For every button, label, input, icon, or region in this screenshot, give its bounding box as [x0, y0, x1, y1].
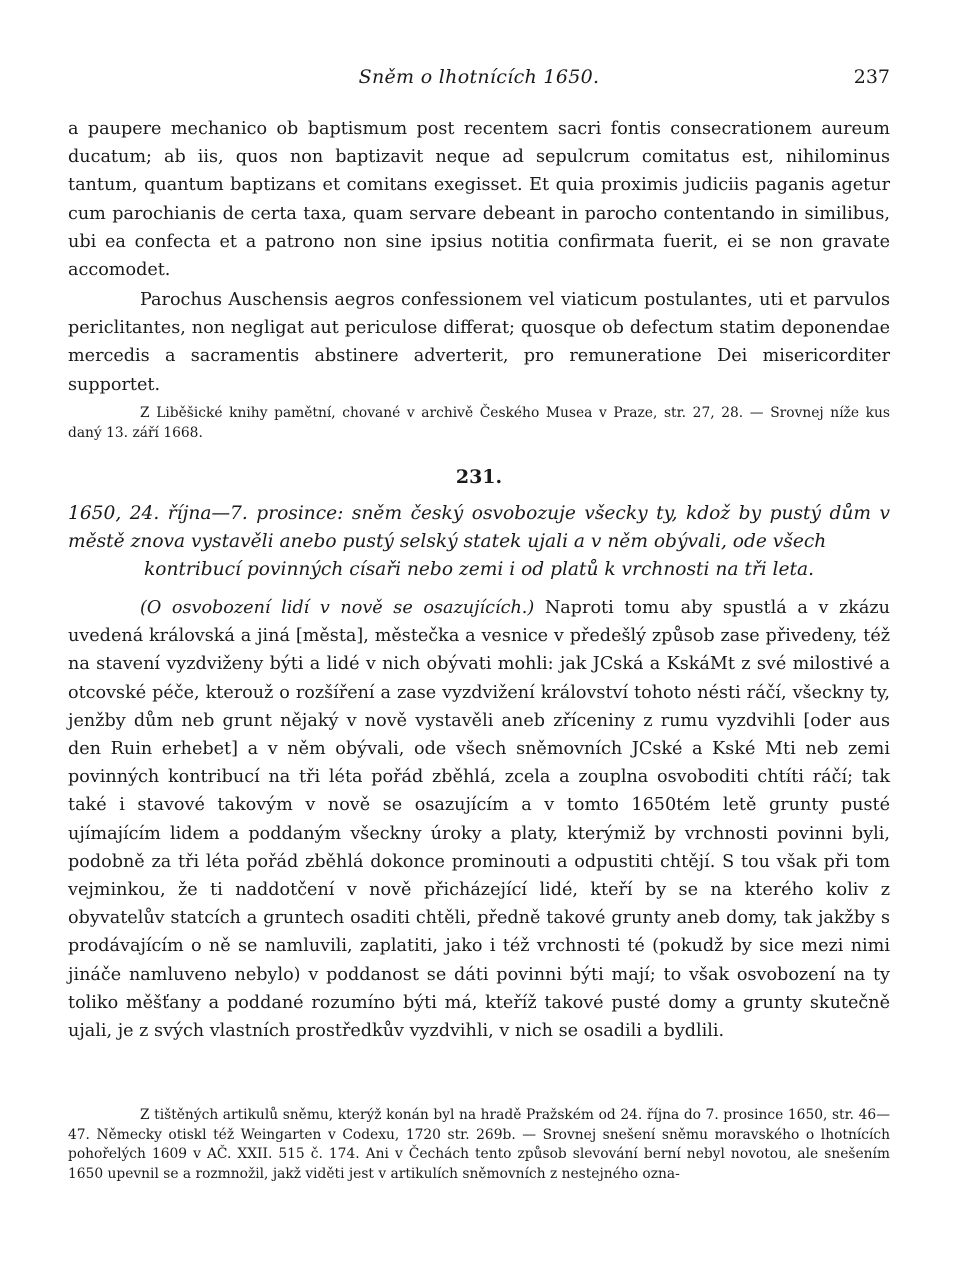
- source-note-2-block: [68, 1106, 890, 1184]
- document-heading-text: 1650, 24. října—7. prosince: sněm český osvobozuje všecky ty, kdož by pustý dům v městě znova vystavěli anebo pustý selský statek ujali a v něm obývali, ode všech: [68, 503, 890, 552]
- running-title: Sněm o lhotnících 1650.: [358, 66, 600, 88]
- latin-paragraph-2-block: [68, 286, 890, 399]
- source-note-2: Z tištěných artikulů sněmu, kterýž konán byl na hradě Pražském od 24. října do 7. prosince 1650, str. 46—47. Německy otiskl též Weingarten v Codexu, 1720 str. 269b. — Srovnej snešení sněmu moravského o lhotnících pohořelých 1609 v AČ. XXII. 515 č. 174. Ani v Čechách tento způsob slevování berní nebyl novotou, ale snešením 1650 upevnil se a rozmnožil, jakž viděti jest v artikulích sněmovních z nestejného ozna-: [68, 1107, 890, 1182]
- page-header: [68, 66, 890, 96]
- latin-paragraph-2: Parochus Auschensis aegros confessionem vel viaticum postulantes, uti et parvulos periclitantes, non negligat aut periculose differat; quosque ob defectum statim deponendae mercedis a sacramentis abstinere adverterit, pro remuneratione Dei misericorditer supportet.: [68, 290, 890, 395]
- page-number: 237: [853, 66, 890, 88]
- czech-paragraph-block: [68, 594, 890, 1045]
- source-note-1: Z Liběšické knihy pamětní, chované v archivě Českého Musea v Praze, str. 27, 28. — Srovnej níže kus daný 13. září 1668.: [68, 405, 890, 441]
- paragraph-text: Naproti tomu aby spustlá a v zkázu uvedená královská a jiná [města], městečka a vesnice v předešlý způsob zase přivedeny, též na stavení vyzdviženy býti a lidé v nich obývati mohli: jak JCská a KskáMt z své milostivé a otcovské péče, kterouž o rozšíření a zase vyzdvižení království tohoto nésti ráčí, všeckny ty, jenžby dům neb grunt nějaký v nově vystavěli aneb zříceniny z rumu vyzdvihli [oder aus den Ruin erhebet] a v něm obývali, ode všech sněmovních JCské a Kské Mti neb zemi povinných kontribucí na tři léta pořád zběhlá, zcela a zouplna osvoboditi chtíti ráčí; tak také i stavové takovým v nově se osazujícím a v tomto 1650tém letě grunty pusté ujímajícím lidem a poddaným všeckny úroky a platy, kterýmiž by vrchnosti povinni byli, podobně za tři léta pořád zběhlá dokonce prominouti a odpustiti chtějí. S tou však při tom vejminkou, že ti naddotčení v nově přicházející lidé, kteří by se na kterého koliv z obyvatelův statcích a gruntech osaditi chtěli, předně takové grunty aneb domy, tak jakžby s prodávajícím o ně se namluvili, zaplatiti, jako i též vrchnosti té (pokudž by sice mezi nimi jináče namluveno nebylo) v poddanost se dáti povinni býti mají; to však osvobození na ty toliko měšťany a poddané rozumíno býti má, kteříž takové pusté domy a grunty skutečně ujali, je z svých vlastních prostředkův vyzdvihli, v nich se osadili a bydlili.: [68, 598, 891, 1042]
- paragraph-italic-lead: (O osvobození lidí v nově se osazujících.): [140, 598, 535, 618]
- document-heading: [68, 500, 890, 584]
- czech-paragraph: [68, 594, 890, 1045]
- document-heading-last-line: kontribucí povinných císaři nebo zemi i od platů k vrchnosti na tři leta.: [144, 559, 814, 580]
- latin-paragraph-1-block: [68, 115, 890, 284]
- document-number: 231.: [455, 466, 503, 488]
- latin-paragraph-1: a paupere mechanico ob baptismum post recentem sacri fontis consecrationem aureum ducatum; ab iis, quos non baptizavit neque ad sepulcrum comitatus est, nihilominus tantum, quantum baptizans et comitans exegisset. Et quia proximis judiciis paganis agetur cum parochianis de certa taxa, quam servare debeant in parocho contentando in similibus, ubi ea confecta et a patrono non sine ipsius notitia confirmata fuerit, ei se non gravate accomodet.: [68, 119, 890, 281]
- source-note-1-block: [68, 404, 890, 443]
